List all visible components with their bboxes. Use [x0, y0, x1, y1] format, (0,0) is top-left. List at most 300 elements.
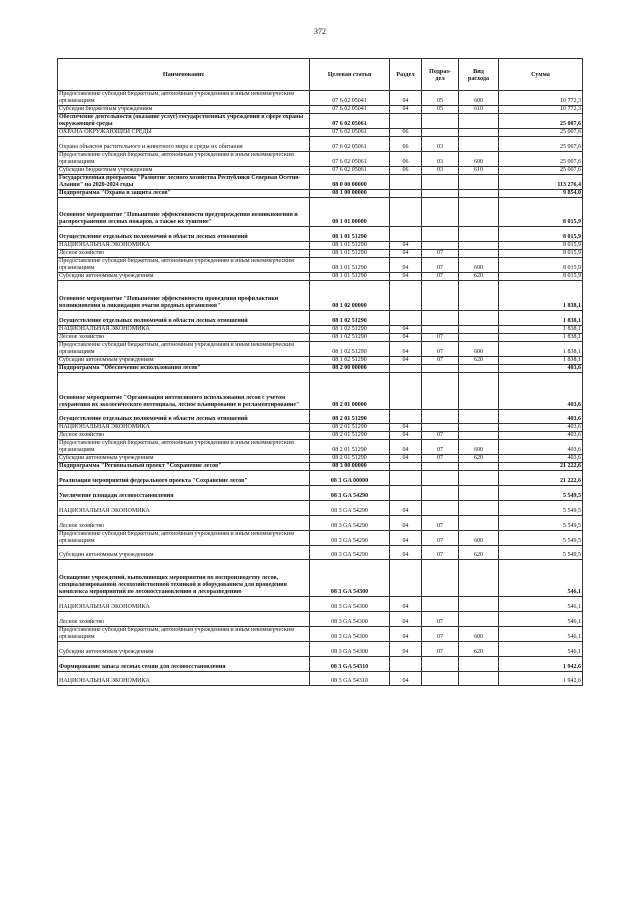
table-row: [58, 372, 583, 409]
row-sum: 5 549,5: [499, 486, 583, 501]
row-name: НАЦИОНАЛЬНАЯ ЭКОНОМИКА: [58, 242, 310, 250]
row-razdel: [390, 656, 422, 671]
table-row: [58, 424, 583, 432]
row-sum: 5 549,5: [499, 545, 583, 560]
row-podrazdel: [422, 656, 459, 671]
row-vid: 610: [459, 106, 499, 114]
row-podrazdel: 03: [422, 151, 459, 166]
row-podrazdel: 05: [422, 91, 459, 106]
row-sum: 5 549,5: [499, 515, 583, 530]
row-podrazdel: 07: [422, 432, 459, 440]
row-podrazdel: [422, 597, 459, 612]
row-sum: 9 854,0: [499, 189, 583, 197]
row-razdel: [390, 227, 422, 242]
page-number: 372: [314, 27, 326, 36]
row-razdel: 04: [390, 356, 422, 364]
row-name: Реализация мероприятий федерального проекта "Сохранение лесов": [58, 471, 310, 486]
row-sum: 10 772,3: [499, 91, 583, 106]
table-row: [58, 500, 583, 515]
row-podrazdel: [422, 372, 459, 409]
row-target: 08 2 01 00000: [310, 372, 390, 409]
row-target: 08 3 00 00000: [310, 463, 390, 471]
row-podrazdel: 07: [422, 250, 459, 258]
row-podrazdel: [422, 114, 459, 129]
row-vid: [459, 671, 499, 686]
row-vid: [459, 189, 499, 197]
row-target: 08 1 01 51290: [310, 242, 390, 250]
row-vid: 600: [459, 151, 499, 166]
row-target: 07 6 02 05041: [310, 106, 390, 114]
row-razdel: [390, 114, 422, 129]
row-name: Подпрограмма "Региональный проект "Сохранение лесов": [58, 463, 310, 471]
col-podrazdel-header: Подраз- дел: [422, 59, 459, 91]
table-row: [58, 325, 583, 333]
row-podrazdel: [422, 189, 459, 197]
row-name: Лесное хозяйство: [58, 250, 310, 258]
row-sum: 403,6: [499, 455, 583, 463]
row-target: 08 1 01 51290: [310, 250, 390, 258]
row-razdel: 04: [390, 106, 422, 114]
row-target: 08 1 00 00000: [310, 189, 390, 197]
table-row: [58, 626, 583, 641]
table-row: [58, 560, 583, 597]
row-podrazdel: [422, 671, 459, 686]
table-row: [58, 91, 583, 106]
row-target: 08 2 01 51290: [310, 455, 390, 463]
row-podrazdel: 05: [422, 106, 459, 114]
row-name: Охрана объектов растительного и животного мира и среды их обитания: [58, 137, 310, 152]
row-target: 07 6 02 05061: [310, 166, 390, 174]
row-podrazdel: [422, 486, 459, 501]
table-row: [58, 530, 583, 545]
row-target: 08 3 GA 54310: [310, 656, 390, 671]
table-row: [58, 333, 583, 341]
table-row: [58, 129, 583, 137]
row-target: 08 1 02 51290: [310, 341, 390, 356]
table-row: [58, 197, 583, 227]
row-sum: 8 015,9: [499, 227, 583, 242]
table-row: [58, 281, 583, 311]
row-razdel: 06: [390, 166, 422, 174]
row-target: 08 2 00 00000: [310, 364, 390, 372]
row-razdel: 04: [390, 641, 422, 656]
table-row: [58, 137, 583, 152]
budget-table: [57, 58, 583, 686]
row-razdel: 04: [390, 250, 422, 258]
row-target: 08 3 GA 00000: [310, 471, 390, 486]
row-vid: [459, 597, 499, 612]
row-name: Субсидии автономным учреждениям: [58, 455, 310, 463]
row-sum: 1 942,6: [499, 656, 583, 671]
table-row: [58, 250, 583, 258]
row-sum: 113 276,4: [499, 174, 583, 189]
row-podrazdel: [422, 227, 459, 242]
row-vid: [459, 424, 499, 432]
row-target: 07 6 02 05061: [310, 114, 390, 129]
row-name: Государственная программа "Развитие лесного хозяйства Республики Северная Осетия-Алания" на 2020-2024 годы: [58, 174, 310, 189]
row-podrazdel: 07: [422, 530, 459, 545]
table-row: [58, 242, 583, 250]
row-target: 08 3 GA 54310: [310, 671, 390, 686]
row-razdel: [390, 486, 422, 501]
row-name: Субсидии бюджетным учреждениям: [58, 106, 310, 114]
row-name: НАЦИОНАЛЬНАЯ ЭКОНОМИКА: [58, 671, 310, 686]
row-sum: 5 549,5: [499, 530, 583, 545]
row-target: 07 6 02 05061: [310, 137, 390, 152]
row-name: НАЦИОНАЛЬНАЯ ЭКОНОМИКА: [58, 500, 310, 515]
row-razdel: 04: [390, 424, 422, 432]
row-razdel: [390, 560, 422, 597]
row-target: 08 3 GA 54290: [310, 500, 390, 515]
row-razdel: 04: [390, 341, 422, 356]
row-target: 08 1 02 51290: [310, 325, 390, 333]
table-row: [58, 432, 583, 440]
row-vid: [459, 432, 499, 440]
row-razdel: 04: [390, 432, 422, 440]
row-vid: [459, 310, 499, 325]
row-name: Подпрограмма "Охрана и защита лесов": [58, 189, 310, 197]
row-name: Субсидии автономным учреждениям: [58, 273, 310, 281]
row-podrazdel: [422, 409, 459, 424]
row-vid: 620: [459, 455, 499, 463]
row-razdel: 04: [390, 626, 422, 641]
row-vid: [459, 137, 499, 152]
row-podrazdel: 07: [422, 545, 459, 560]
row-target: 08 3 GA 54290: [310, 545, 390, 560]
row-razdel: 04: [390, 273, 422, 281]
row-name: Осуществление отдельных полномочий в области лесных отношений: [58, 227, 310, 242]
row-podrazdel: 07: [422, 455, 459, 463]
row-name: Осуществление отдельных полномочий в области лесных отношений: [58, 409, 310, 424]
col-name-header: Наименование: [58, 59, 310, 91]
row-podrazdel: [422, 424, 459, 432]
row-sum: 8 015,9: [499, 197, 583, 227]
row-target: 08 1 02 00000: [310, 281, 390, 311]
row-razdel: 04: [390, 91, 422, 106]
row-target: 08 3 GA 54290: [310, 530, 390, 545]
row-sum: 546,1: [499, 626, 583, 641]
row-vid: [459, 281, 499, 311]
row-sum: 403,6: [499, 432, 583, 440]
row-vid: [459, 560, 499, 597]
row-vid: [459, 174, 499, 189]
table-row: [58, 356, 583, 364]
row-target: 08 1 02 51290: [310, 333, 390, 341]
row-vid: 610: [459, 166, 499, 174]
row-name: НАЦИОНАЛЬНАЯ ЭКОНОМИКА: [58, 597, 310, 612]
row-vid: 620: [459, 545, 499, 560]
row-vid: [459, 656, 499, 671]
table-row: [58, 273, 583, 281]
row-sum: 8 015,9: [499, 250, 583, 258]
row-sum: 1 942,6: [499, 671, 583, 686]
row-name: Лесное хозяйство: [58, 612, 310, 627]
row-sum: 403,6: [499, 364, 583, 372]
row-sum: 25 007,6: [499, 129, 583, 137]
row-razdel: [390, 463, 422, 471]
row-razdel: 04: [390, 500, 422, 515]
row-razdel: 04: [390, 597, 422, 612]
row-target: 08 1 01 51290: [310, 227, 390, 242]
table-row: [58, 310, 583, 325]
row-target: 08 2 01 51290: [310, 432, 390, 440]
row-target: 08 3 GA 54290: [310, 515, 390, 530]
row-vid: [459, 463, 499, 471]
row-razdel: 04: [390, 455, 422, 463]
row-sum: 21 222,6: [499, 471, 583, 486]
row-sum: 403,6: [499, 440, 583, 455]
table-row: [58, 364, 583, 372]
row-podrazdel: 07: [422, 612, 459, 627]
row-vid: [459, 500, 499, 515]
row-podrazdel: 07: [422, 273, 459, 281]
row-sum: 1 838,1: [499, 356, 583, 364]
row-podrazdel: [422, 500, 459, 515]
row-name: Лесное хозяйство: [58, 432, 310, 440]
row-name: Предоставление субсидий бюджетным, автономным учреждениям и иным некоммерческим организациям: [58, 530, 310, 545]
row-razdel: 04: [390, 515, 422, 530]
table-row: [58, 166, 583, 174]
row-podrazdel: [422, 197, 459, 227]
row-name: Лесное хозяйство: [58, 333, 310, 341]
row-razdel: [390, 281, 422, 311]
row-name: Предоставление субсидий бюджетным, автономным учреждениям и иным некоммерческим организациям: [58, 151, 310, 166]
row-vid: [459, 129, 499, 137]
row-podrazdel: 03: [422, 137, 459, 152]
row-razdel: 06: [390, 137, 422, 152]
row-podrazdel: 07: [422, 258, 459, 273]
row-podrazdel: 07: [422, 356, 459, 364]
row-podrazdel: [422, 325, 459, 333]
row-razdel: [390, 197, 422, 227]
row-target: 08 1 02 51290: [310, 356, 390, 364]
row-razdel: 04: [390, 242, 422, 250]
row-vid: [459, 409, 499, 424]
row-name: Субсидии бюджетным учреждениям: [58, 166, 310, 174]
table-row: [58, 409, 583, 424]
table-row: [58, 463, 583, 471]
row-target: 08 0 00 00000: [310, 174, 390, 189]
row-target: 08 3 GA 54300: [310, 597, 390, 612]
row-razdel: 06: [390, 129, 422, 137]
row-target: 08 3 GA 54300: [310, 612, 390, 627]
row-target: 07 6 02 05061: [310, 129, 390, 137]
row-sum: 1 838,1: [499, 333, 583, 341]
row-target: 08 2 01 51290: [310, 440, 390, 455]
table-row: [58, 227, 583, 242]
row-sum: 8 015,9: [499, 242, 583, 250]
table-row: [58, 258, 583, 273]
row-name: Субсидии автономным учреждениям: [58, 641, 310, 656]
row-sum: 546,1: [499, 641, 583, 656]
row-podrazdel: [422, 174, 459, 189]
row-vid: [459, 364, 499, 372]
row-sum: 25 007,6: [499, 114, 583, 129]
row-razdel: 04: [390, 325, 422, 333]
row-razdel: 04: [390, 612, 422, 627]
row-vid: [459, 242, 499, 250]
row-name: Обеспечение деятельности (оказание услуг) государственных учреждений в сфере охраны окружающей среды: [58, 114, 310, 129]
table-row: [58, 114, 583, 129]
table-row: [58, 440, 583, 455]
row-sum: 8 015,9: [499, 258, 583, 273]
row-vid: 600: [459, 258, 499, 273]
table-row: [58, 341, 583, 356]
table-row: [58, 189, 583, 197]
table-row: [58, 174, 583, 189]
row-razdel: [390, 364, 422, 372]
row-name: Предоставление субсидий бюджетным, автономным учреждениям и иным некоммерческим организациям: [58, 258, 310, 273]
row-vid: [459, 612, 499, 627]
row-razdel: 04: [390, 258, 422, 273]
table-row: [58, 151, 583, 166]
row-sum: 25 007,6: [499, 166, 583, 174]
row-podrazdel: 03: [422, 166, 459, 174]
col-target-header: Целевая статья: [310, 59, 390, 91]
row-vid: 600: [459, 530, 499, 545]
row-sum: 5 549,5: [499, 500, 583, 515]
row-target: 07 6 02 05041: [310, 91, 390, 106]
row-razdel: [390, 189, 422, 197]
row-target: 08 2 01 51290: [310, 424, 390, 432]
table-row: [58, 656, 583, 671]
row-razdel: 04: [390, 545, 422, 560]
table-row: [58, 545, 583, 560]
row-vid: [459, 372, 499, 409]
row-name: Основное мероприятие "Повышение эффективности проведения профилактики возникновения и ликвидация очагов вредных организмов": [58, 281, 310, 311]
row-sum: 403,6: [499, 424, 583, 432]
row-podrazdel: 07: [422, 515, 459, 530]
row-name: Осуществление отдельных полномочий в области лесных отношений: [58, 310, 310, 325]
table-row: [58, 641, 583, 656]
row-sum: 546,1: [499, 597, 583, 612]
row-razdel: 04: [390, 671, 422, 686]
row-razdel: 04: [390, 333, 422, 341]
row-podrazdel: [422, 471, 459, 486]
row-sum: 1 838,1: [499, 325, 583, 333]
row-name: Субсидии автономным учреждениям: [58, 356, 310, 364]
row-podrazdel: 07: [422, 626, 459, 641]
row-sum: 10 772,3: [499, 106, 583, 114]
row-sum: 25 007,6: [499, 137, 583, 152]
row-name: Увеличение площади лесовосстановления: [58, 486, 310, 501]
row-vid: [459, 333, 499, 341]
row-name: ОХРАНА ОКРУЖАЮЩЕЙ СРЕДЫ: [58, 129, 310, 137]
row-vid: 620: [459, 356, 499, 364]
row-razdel: [390, 174, 422, 189]
row-vid: [459, 471, 499, 486]
row-sum: 25 007,6: [499, 151, 583, 166]
row-vid: [459, 250, 499, 258]
row-podrazdel: 07: [422, 440, 459, 455]
row-razdel: 06: [390, 151, 422, 166]
row-podrazdel: [422, 560, 459, 597]
row-sum: 21 222,6: [499, 463, 583, 471]
row-name: Предоставление субсидий бюджетным, автономным учреждениям и иным некоммерческим организациям: [58, 440, 310, 455]
table-row: [58, 612, 583, 627]
row-name: Оснащение учреждений, выполняющих мероприятия по воспроизводству лесов, специализированной лесохозяйственной техникой и оборудованием для проведения комплекса мероприятий по лесовосстановлению и лесоразведению: [58, 560, 310, 597]
row-target: 07 6 02 05061: [310, 151, 390, 166]
row-vid: 600: [459, 91, 499, 106]
row-podrazdel: [422, 129, 459, 137]
row-vid: 600: [459, 626, 499, 641]
row-razdel: 04: [390, 530, 422, 545]
row-name: Субсидии автономным учреждениям: [58, 545, 310, 560]
table-row: [58, 515, 583, 530]
row-vid: [459, 114, 499, 129]
table-row: [58, 597, 583, 612]
row-sum: 546,1: [499, 612, 583, 627]
row-podrazdel: 07: [422, 341, 459, 356]
row-vid: [459, 486, 499, 501]
row-target: 08 1 01 51290: [310, 258, 390, 273]
row-sum: 8 015,9: [499, 273, 583, 281]
row-target: 08 3 GA 54300: [310, 626, 390, 641]
row-sum: 1 838,1: [499, 341, 583, 356]
row-name: Основное мероприятие "Повышение эффективности предупреждения возникновения и распространения лесных пожаров, а также их тушение": [58, 197, 310, 227]
row-razdel: 04: [390, 440, 422, 455]
row-sum: 403,6: [499, 372, 583, 409]
row-name: Формирование запаса лесных семян для лесовосстановления: [58, 656, 310, 671]
row-podrazdel: [422, 364, 459, 372]
row-vid: 600: [459, 341, 499, 356]
row-name: НАЦИОНАЛЬНАЯ ЭКОНОМИКА: [58, 424, 310, 432]
row-name: Предоставление субсидий бюджетным, автономным учреждениям и иным некоммерческим организациям: [58, 91, 310, 106]
row-podrazdel: [422, 242, 459, 250]
row-vid: 620: [459, 641, 499, 656]
col-vid-header: Вид расхода: [459, 59, 499, 91]
table-header-row: [58, 59, 583, 91]
row-vid: [459, 197, 499, 227]
table-body: [58, 91, 583, 686]
row-podrazdel: [422, 310, 459, 325]
row-target: 08 3 GA 54290: [310, 486, 390, 501]
row-podrazdel: [422, 463, 459, 471]
row-vid: [459, 227, 499, 242]
row-podrazdel: 07: [422, 641, 459, 656]
row-razdel: [390, 471, 422, 486]
row-name: Лесное хозяйство: [58, 515, 310, 530]
row-sum: 403,6: [499, 409, 583, 424]
table-row: [58, 455, 583, 463]
row-target: 08 1 02 51290: [310, 310, 390, 325]
row-target: 08 1 01 51290: [310, 273, 390, 281]
row-razdel: [390, 310, 422, 325]
row-vid: [459, 515, 499, 530]
row-sum: 1 838,1: [499, 310, 583, 325]
col-razdel-header: Раздел: [390, 59, 422, 91]
row-target: 08 3 GA 54300: [310, 560, 390, 597]
row-vid: 620: [459, 273, 499, 281]
row-name: Основное мероприятие "Организация интенсивного использования лесов с учетом сохранения их экологического потенциала, лесное планирование и регламентирование": [58, 372, 310, 409]
table-row: [58, 486, 583, 501]
row-target: 08 2 01 51290: [310, 409, 390, 424]
table-row: [58, 106, 583, 114]
row-podrazdel: [422, 281, 459, 311]
row-name: Предоставление субсидий бюджетным, автономным учреждениям и иным некоммерческим организациям: [58, 341, 310, 356]
row-podrazdel: 07: [422, 333, 459, 341]
row-razdel: [390, 409, 422, 424]
row-sum: 1 838,1: [499, 281, 583, 311]
row-vid: [459, 325, 499, 333]
row-target: 08 1 01 00000: [310, 197, 390, 227]
row-razdel: [390, 372, 422, 409]
col-sum-header: Сумма: [499, 59, 583, 91]
table-row: [58, 471, 583, 486]
row-name: Предоставление субсидий бюджетным, автономным учреждениям и иным некоммерческим организациям: [58, 626, 310, 641]
row-name: Подпрограмма "Обеспечение использования лесов": [58, 364, 310, 372]
row-name: НАЦИОНАЛЬНАЯ ЭКОНОМИКА: [58, 325, 310, 333]
